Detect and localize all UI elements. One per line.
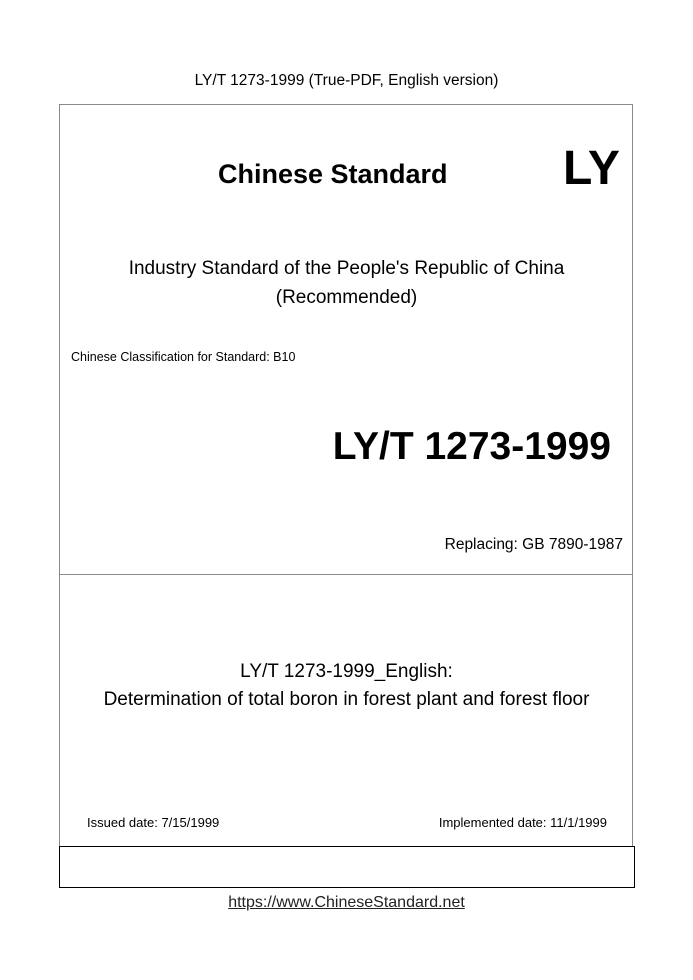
implemented-date: Implemented date: 11/1/1999 xyxy=(438,815,607,830)
document-number: LY/T 1273-1999 xyxy=(332,425,611,468)
footer-frame xyxy=(59,846,635,888)
document-header: LY/T 1273-1999 (True-PDF, English version) xyxy=(194,72,499,89)
website-link[interactable]: https://www.ChineseStandard.net xyxy=(228,894,465,911)
standard-code: LY xyxy=(563,142,620,195)
issued-date: Issued date: 7/15/1999 xyxy=(87,815,220,830)
standard-label: Chinese Standard xyxy=(218,159,448,189)
recommended-label: (Recommended) xyxy=(275,287,418,308)
document-subject: Determination of total boron in forest plant and forest floor xyxy=(103,689,590,710)
industry-line: Industry Standard of the People's Republic of China xyxy=(128,258,565,279)
english-title: LY/T 1273-1999_English: xyxy=(240,661,453,682)
classification-label: Chinese Classification for Standard: B10 xyxy=(71,350,296,364)
footer-link-container xyxy=(0,894,693,912)
replacing-label: Replacing: GB 7890-1987 xyxy=(444,536,623,553)
